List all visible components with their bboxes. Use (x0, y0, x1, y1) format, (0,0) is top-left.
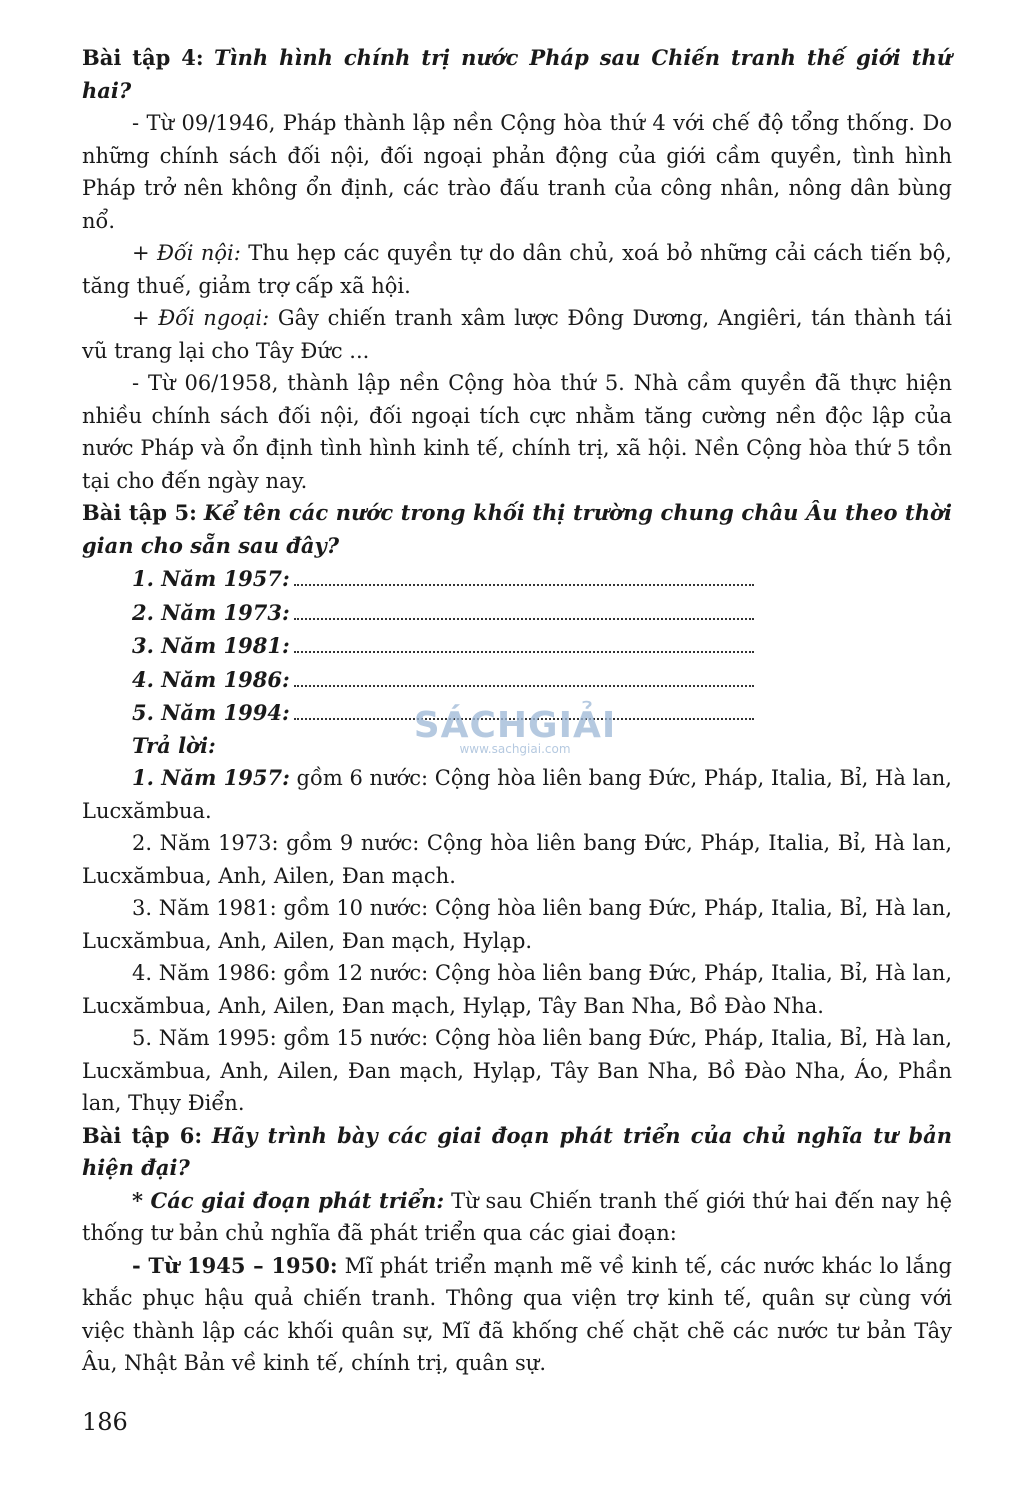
blank-line-3: 3. Năm 1981: (132, 629, 952, 663)
stages-text: Từ sau Chiến tranh thế giới thứ hai đến nay hệ thống tư bản chủ nghĩa đã phát triển qua các giai đoạn: (82, 1188, 952, 1245)
answer-3: 3. Năm 1981: gồm 10 nước: Cộng hòa liên bang Đức, Pháp, Italia, Bỉ, Hà lan, Lucxămbua, Anh, Ailen, Đan mạch, Hylạp. (82, 896, 952, 953)
exercise-4-label: Bài tập 4: (82, 45, 204, 70)
answer-5: 5. Năm 1995: gồm 15 nước: Cộng hòa liên bang Đức, Pháp, Italia, Bỉ, Hà lan, Lucxămbua, Anh, Ailen, Đan mạch, Hylạp, Tây Ban Nha, Bồ Đào Nha, Áo, Phần lan, Thụy Điển. (82, 1026, 952, 1115)
answer-1 (82, 762, 952, 827)
answer-1-text: gồm 6 nước: Cộng hòa liên bang Đức, Pháp, Italia, Bỉ, Hà lan, Lucxămbua. (82, 766, 952, 823)
exercise-4-paragraph-1: - Từ 09/1946, Pháp thành lập nền Cộng hòa thứ 4 với chế độ tổng thống. Do những chính sách đối nội, đối ngoại phản động của giới cầm quyền, tình hình Pháp trở nên không ổn định, các trào đấu tranh của công nhân, nông dân bùng nổ. (82, 111, 952, 233)
exercise-4-foreign (82, 302, 952, 367)
page-number: 186 (82, 1408, 128, 1436)
exercise-4-domestic (82, 237, 952, 302)
exercise-4-heading (82, 42, 952, 107)
stages-label: * Các giai đoạn phát triển: (132, 1187, 445, 1213)
exercise-5-heading (82, 497, 952, 562)
answer-1-label: 1. Năm 1957: (132, 765, 290, 790)
domestic-label: + Đối nội: (132, 241, 241, 265)
blank-line-2: 2. Năm 1973: (132, 596, 952, 630)
blank-line-1: 1. Năm 1957: (132, 562, 952, 596)
watermark-url: www.sachgiai.com (459, 742, 571, 756)
foreign-text: Gây chiến tranh xâm lược Đông Dương, Angiêri, tán thành tái vũ trang lại cho Tây Đức ... (82, 306, 952, 363)
period-label: - Từ 1945 – 1950: (132, 1252, 338, 1278)
domestic-text: Thu hẹp các quyền tự do dân chủ, xoá bỏ những cải cách tiến bộ, tăng thuế, giảm trợ cấp xã hội. (82, 241, 952, 298)
watermark-text: SÁCHGIẢI (413, 705, 617, 746)
answer-4: 4. Năm 1986: gồm 12 nước: Cộng hòa liên bang Đức, Pháp, Italia, Bỉ, Hà lan, Lucxămbua, Anh, Ailen, Đan mạch, Hylạp, Tây Ban Nha, Bồ Đào Nha. (82, 961, 952, 1018)
watermark-logo (410, 705, 620, 756)
exercise-5-question: Kể tên các nước trong khối thị trường chung châu Âu theo thời gian cho sẵn sau đây? (82, 500, 952, 558)
blank-line-5: 5. Năm 1994: (132, 696, 952, 730)
exercise-5-label: Bài tập 5: (82, 500, 197, 525)
blank-line-4: 4. Năm 1986: (132, 663, 952, 697)
exercise-4-question: Tình hình chính trị nước Pháp sau Chiến tranh thế giới thứ hai? (82, 45, 952, 103)
exercise-6-question: Hãy trình bày các giai đoạn phát triển của chủ nghĩa tư bản hiện đại? (82, 1122, 952, 1180)
foreign-label: + Đối ngoại: (132, 306, 270, 330)
answer-label: Trả lời: (132, 732, 216, 758)
answer-2: 2. Năm 1973: gồm 9 nước: Cộng hòa liên bang Đức, Pháp, Italia, Bỉ, Hà lan, Lucxămbua, Anh, Ailen, Đan mạch. (82, 831, 952, 888)
exercise-6-heading (82, 1120, 952, 1185)
exercise-4-paragraph-2: - Từ 06/1958, thành lập nền Cộng hòa thứ 5. Nhà cầm quyền đã thực hiện nhiều chính sách đối nội, đối ngoại tích cực nhằm tăng cường nền độc lập của nước Pháp và ổn định tình hình kinh tế, chính trị, xã hội. Nền Cộng hòa thứ 5 tồn tại cho đến ngày nay. (82, 371, 952, 493)
stages-paragraph (82, 1185, 952, 1250)
period-paragraph (82, 1250, 952, 1380)
period-text: Mĩ phát triển mạnh mẽ về kinh tế, các nước khác lo lắng khắc phục hậu quả chiến tranh. Thông qua viện trợ kinh tế, quân sự cùng với việc thành lập các khối quân sự, Mĩ đã khống chế chặt chẽ các nước tư bản Tây Âu, Nhật Bản về kinh tế, chính trị, quân sự. (82, 1253, 952, 1375)
exercise-6-label: Bài tập 6: (82, 1122, 203, 1148)
